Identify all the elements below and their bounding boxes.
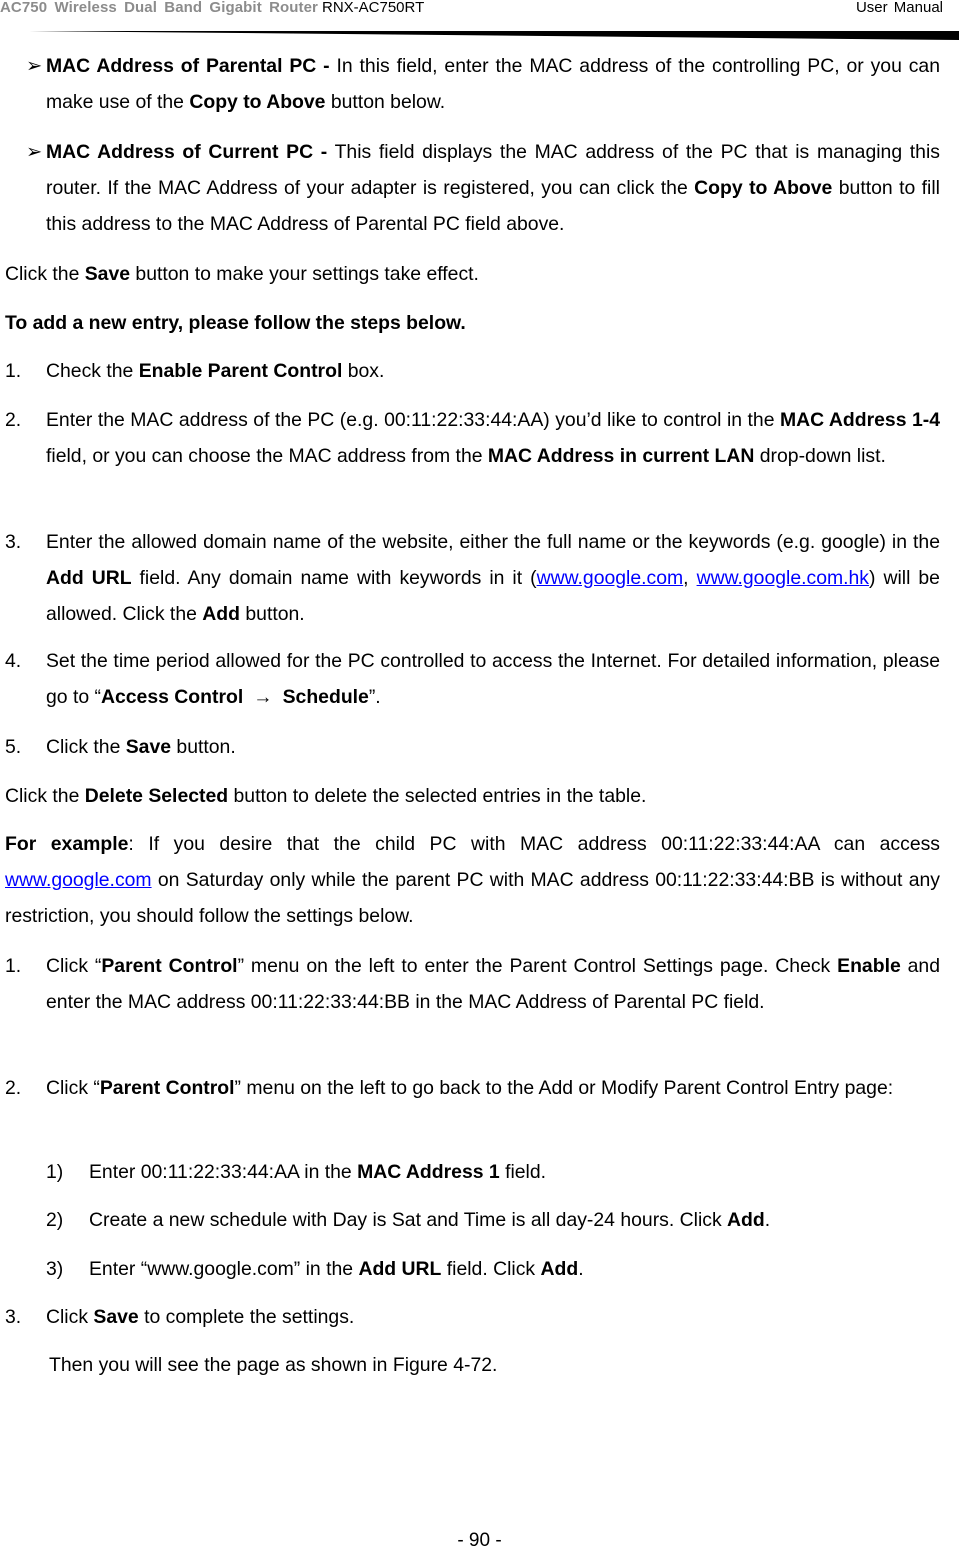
sub-step-number: 1) bbox=[46, 1161, 64, 1183]
step-number: 1. bbox=[5, 955, 22, 977]
google-link[interactable]: www.google.com bbox=[5, 869, 152, 891]
header-title bbox=[0, 0, 424, 16]
page-header bbox=[0, 0, 959, 40]
page-number: - 90 - bbox=[457, 1530, 502, 1551]
example-paragraph: For example: If you desire that the child PC with MAC address 00:11:22:33:44:AA can access www.google.com on Saturday only while the parent PC with MAC address 00:11:22:33:44:BB is without any restriction, you should follow the settings below. bbox=[5, 833, 940, 927]
delete-instruction: Click the Delete Selected button to delete the selected entries in the table. bbox=[5, 785, 647, 807]
final-step: Click Save to complete the settings. bbox=[46, 1306, 355, 1328]
sub-step-1: Enter 00:11:22:33:44:AA in the MAC Address 1 field. bbox=[89, 1161, 547, 1183]
save-instruction: Click the Save button to make your settings take effect. bbox=[5, 263, 479, 285]
figure-reference: Then you will see the page as shown in Figure 4-72. bbox=[49, 1354, 498, 1376]
step-number: 2. bbox=[5, 409, 22, 431]
step-number: 3. bbox=[5, 531, 22, 553]
example-step-1: Click “Parent Control” menu on the left to enter the Parent Control Settings page. Check Enable and enter the MAC address 00:11:22:33:44:BB in the MAC Address of Parental PC field. bbox=[46, 955, 941, 1013]
step-number: 1. bbox=[5, 360, 22, 382]
header-manual-label: User Manual bbox=[855, 0, 943, 16]
step-number: 3. bbox=[5, 1306, 22, 1328]
google-link[interactable]: www.google.com bbox=[536, 567, 684, 589]
sub-step-number: 2) bbox=[46, 1209, 64, 1231]
bullet-term: MAC Address of Parental PC - bbox=[46, 55, 330, 77]
sub-step-2: Create a new schedule with Day is Sat and Time is all day-24 hours. Click Add. bbox=[89, 1209, 771, 1231]
step-1: Check the Enable Parent Control box. bbox=[46, 360, 385, 382]
step-number: 5. bbox=[5, 736, 22, 758]
bullet-term: MAC Address of Current PC - bbox=[46, 141, 328, 163]
bullet-current-mac: ➢ MAC Address of Current PC - This field displays the MAC address of the PC that is managing this router. If the MAC Address of your adapter is registered, you can click the Copy to Above button to fill this address to the MAC Address of Parental PC field above. bbox=[26, 134, 940, 242]
step-5: Click the Save button. bbox=[46, 736, 236, 758]
step-2: Enter the MAC address of the PC (e.g. 00:11:22:33:44:AA) you’d like to control in the MAC Address 1-4 field, or you can choose the MAC address from the MAC Address in current LAN drop-down list. bbox=[46, 409, 940, 467]
header-model: RNX-AC750RT bbox=[322, 0, 425, 16]
right-arrow-icon: → bbox=[253, 686, 273, 708]
google-hk-link[interactable]: www.google.com.hk bbox=[696, 567, 870, 589]
steps-heading: To add a new entry, please follow the steps below. bbox=[5, 312, 466, 334]
header-brand: AC750 Wireless Dual Band Gigabit Router bbox=[0, 0, 318, 16]
bullet-parental-mac: ➢ MAC Address of Parental PC - In this field, enter the MAC address of the controlling PC, or you can make use of the Copy to Above button below. bbox=[26, 48, 940, 120]
header-rule bbox=[0, 31, 959, 40]
sub-step-3: Enter “www.google.com” in the Add URL field. Click Add. bbox=[89, 1258, 584, 1280]
step-3: Enter the allowed domain name of the website, either the full name or the keywords (e.g. google) in the Add URL field. Any domain name with keywords in it (www.google.com, www.google.com.hk) will be allowed. Click the Add button. bbox=[46, 531, 940, 625]
step-number: 2. bbox=[5, 1077, 22, 1099]
bullet-arrow-icon: ➢ bbox=[26, 55, 43, 77]
step-number: 4. bbox=[5, 650, 22, 672]
example-step-2: Click “Parent Control” menu on the left to go back to the Add or Modify Parent Control Entry page: bbox=[46, 1077, 894, 1099]
sub-step-number: 3) bbox=[46, 1258, 64, 1280]
bullet-arrow-icon: ➢ bbox=[26, 141, 43, 163]
step-4: Set the time period allowed for the PC controlled to access the Internet. For detailed information, please go to “Access Control → Schedule”. bbox=[46, 643, 940, 715]
